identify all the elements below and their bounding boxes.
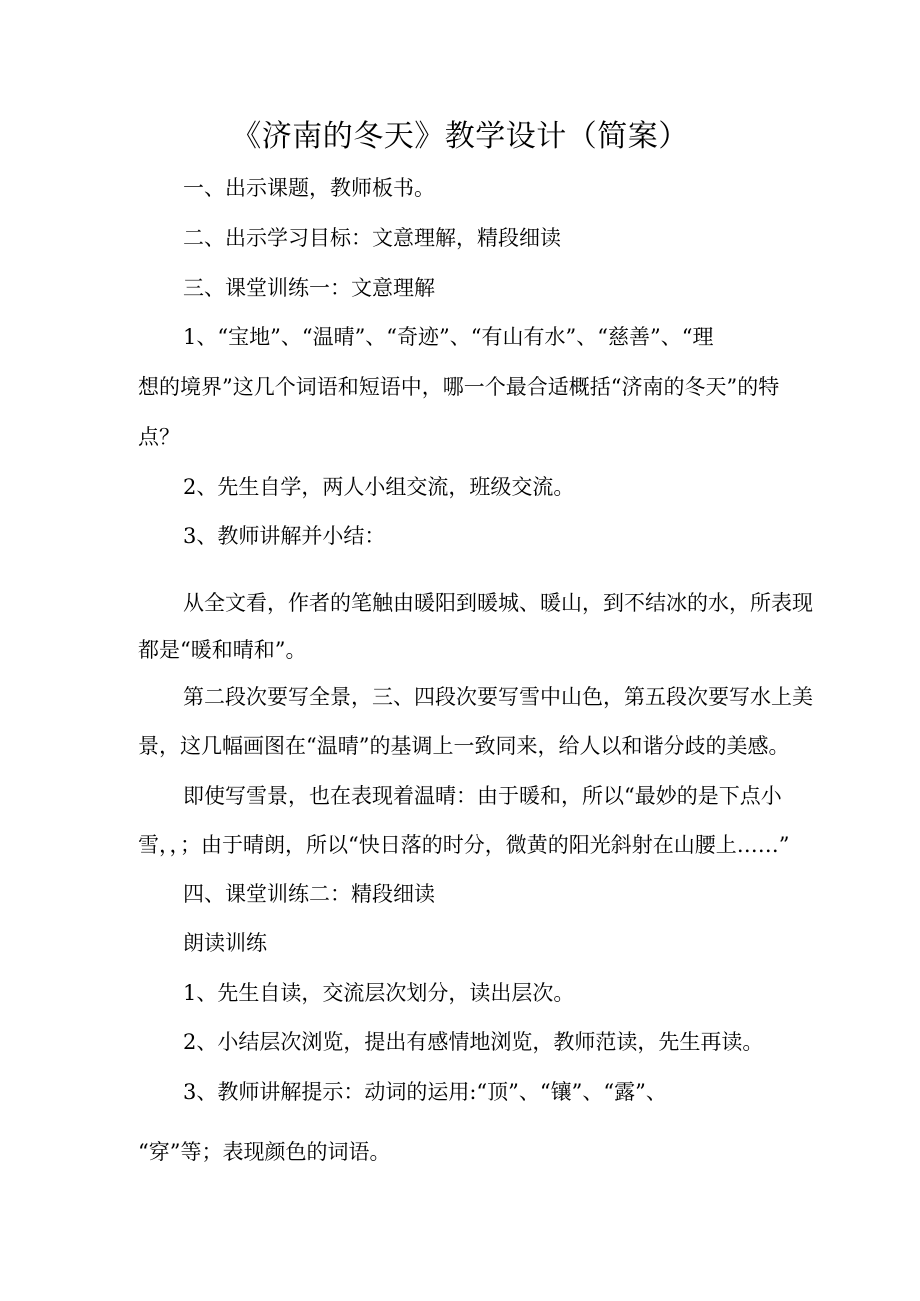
step-4-heading: 四、课堂训练二：精段细读 (183, 882, 435, 906)
summary-line-1: 从全文看，作者的笔触由暖阳到暖城、暖山，到不结冰的水，所表现 (183, 591, 813, 615)
reading-training-subheading: 朗读训练 (183, 931, 267, 955)
summary-line-5: 即使写雪景，也在表现着温晴：由于暖和，所以“最妙的是下点小 (183, 784, 782, 808)
summary-line-6: 雪，，；由于晴朗，所以“快日落的时分，微黄的阳光斜射在山腰上……” (138, 833, 790, 857)
reading-item-1: 1、先生自读，交流层次划分，读出层次。 (183, 981, 575, 1005)
document-title: 《济南的冬天》教学设计（简案） (231, 119, 689, 154)
reading-item-3-continued: “穿”等；表现颜色的词语。 (138, 1140, 391, 1164)
question-2: 2、先生自学，两人小组交流，班级交流。 (183, 475, 575, 499)
question-1-line-1: 1、“宝地”、“温晴”、“奇迹”、“有山有水”、“慈善”、“理 (183, 325, 714, 349)
step-2-heading: 二、出示学习目标：文意理解，精段细读 (183, 226, 561, 250)
summary-line-3: 第二段次要写全景，三、四段次要写雪中山色，第五段次要写水上美 (183, 685, 813, 709)
reading-item-3: 3、教师讲解提示：动词的运用:“顶”、“镶”、“露”、 (183, 1080, 667, 1104)
question-1-line-3: 点？ (138, 425, 180, 449)
summary-line-4: 景，这几幅画图在“温晴”的基调上一致同来，给人以和谐分歧的美感。 (138, 734, 790, 758)
question-1-line-2: 想的境界”这几个词语和短语中，哪一个最合适概括“济南的冬天”的特 (138, 375, 780, 399)
step-1-heading: 一、出示课题，教师板书。 (183, 176, 435, 200)
step-3-heading: 三、课堂训练一：文意理解 (183, 276, 435, 300)
summary-line-2: 都是“暖和晴和”。 (138, 638, 307, 662)
question-3: 3、教师讲解并小结： (183, 524, 386, 548)
reading-item-2: 2、小结层次浏览，提出有感情地浏览，教师范读，先生再读。 (183, 1030, 764, 1054)
